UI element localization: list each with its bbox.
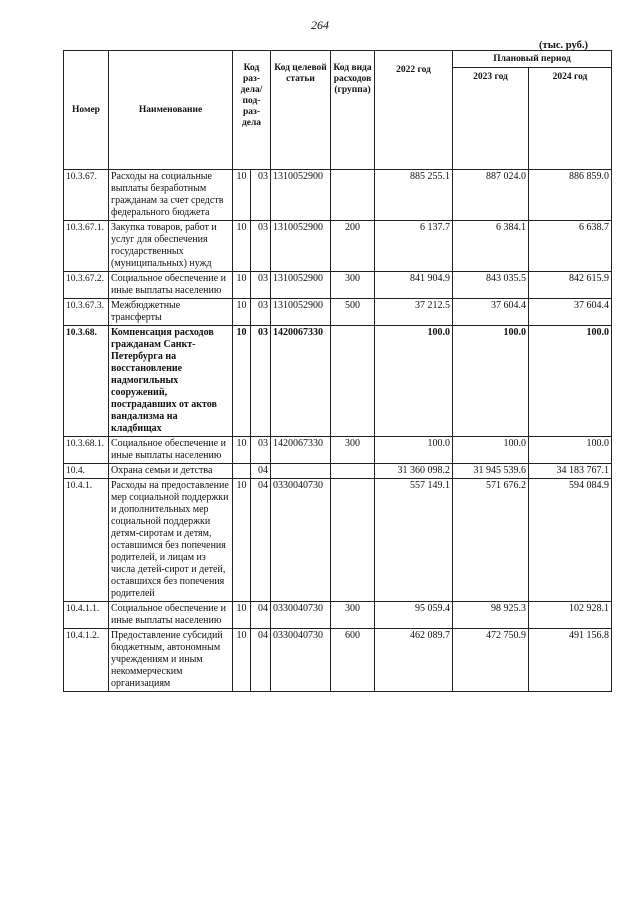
row-vid: 300 bbox=[331, 602, 375, 629]
row-2024: 594 084.9 bbox=[529, 479, 612, 602]
row-2022: 557 149.1 bbox=[375, 479, 453, 602]
row-razdel bbox=[233, 464, 251, 479]
row-podrazdel: 03 bbox=[251, 221, 271, 272]
row-target: 0330040730 bbox=[271, 602, 331, 629]
row-podrazdel: 03 bbox=[251, 299, 271, 326]
row-number: 10.3.67.1. bbox=[64, 221, 109, 272]
row-2022: 885 255.1 bbox=[375, 170, 453, 221]
row-2024: 37 604.4 bbox=[529, 299, 612, 326]
row-target: 1310052900 bbox=[271, 299, 331, 326]
header-vid: Код вида расходов (группа) bbox=[331, 51, 375, 170]
row-podrazdel: 03 bbox=[251, 170, 271, 221]
header-2024: 2024 год bbox=[529, 68, 612, 170]
row-2024: 102 928.1 bbox=[529, 602, 612, 629]
header-2023: 2023 год bbox=[453, 68, 529, 170]
table-row bbox=[64, 326, 612, 437]
row-razdel: 10 bbox=[233, 299, 251, 326]
page-number: 264 bbox=[311, 18, 329, 32]
row-number: 10.4.1.1. bbox=[64, 602, 109, 629]
row-podrazdel: 03 bbox=[251, 272, 271, 299]
row-name: Межбюджетные трансферты bbox=[109, 299, 233, 326]
row-2023: 98 925.3 bbox=[453, 602, 529, 629]
unit-label: (тыс. руб.) bbox=[539, 40, 588, 51]
row-2023: 571 676.2 bbox=[453, 479, 529, 602]
row-2023: 887 024.0 bbox=[453, 170, 529, 221]
row-2022: 100.0 bbox=[375, 326, 453, 437]
row-podrazdel: 04 bbox=[251, 479, 271, 602]
row-2023: 100.0 bbox=[453, 326, 529, 437]
row-2023: 37 604.4 bbox=[453, 299, 529, 326]
table-row bbox=[64, 464, 612, 479]
row-2022: 100.0 bbox=[375, 437, 453, 464]
row-name: Охрана семьи и детства bbox=[109, 464, 233, 479]
row-name: Компенсация расходов гражданам Санкт-Петербурга на восстановление надмогильных сооружений, пострадавших от актов вандализма на кладбищах bbox=[109, 326, 233, 437]
row-name: Расходы на социальные выплаты безработным гражданам за счет средств федерального бюджета bbox=[109, 170, 233, 221]
table-row bbox=[64, 272, 612, 299]
table-row bbox=[64, 221, 612, 272]
row-vid bbox=[331, 326, 375, 437]
row-2024: 100.0 bbox=[529, 326, 612, 437]
row-razdel: 10 bbox=[233, 629, 251, 692]
row-razdel: 10 bbox=[233, 272, 251, 299]
row-podrazdel: 03 bbox=[251, 326, 271, 437]
row-podrazdel: 04 bbox=[251, 464, 271, 479]
row-2024: 491 156.8 bbox=[529, 629, 612, 692]
row-razdel: 10 bbox=[233, 221, 251, 272]
row-razdel: 10 bbox=[233, 479, 251, 602]
row-number: 10.3.67.2. bbox=[64, 272, 109, 299]
row-vid bbox=[331, 464, 375, 479]
row-2023: 472 750.9 bbox=[453, 629, 529, 692]
row-2022: 841 904.9 bbox=[375, 272, 453, 299]
row-number: 10.3.68.1. bbox=[64, 437, 109, 464]
row-2024: 842 615.9 bbox=[529, 272, 612, 299]
header-planned: Плановый период bbox=[453, 51, 612, 68]
row-podrazdel: 04 bbox=[251, 602, 271, 629]
row-2022: 95 059.4 bbox=[375, 602, 453, 629]
row-target bbox=[271, 464, 331, 479]
row-2022: 31 360 098.2 bbox=[375, 464, 453, 479]
row-vid bbox=[331, 170, 375, 221]
row-target: 1310052900 bbox=[271, 272, 331, 299]
row-2023: 843 035.5 bbox=[453, 272, 529, 299]
table-row bbox=[64, 629, 612, 692]
header-number: Номер bbox=[64, 51, 109, 170]
row-target: 1420067330 bbox=[271, 437, 331, 464]
row-target: 0330040730 bbox=[271, 629, 331, 692]
row-razdel: 10 bbox=[233, 437, 251, 464]
header-target: Код целевой статьи bbox=[271, 51, 331, 170]
header-2022: 2022 год bbox=[375, 51, 453, 170]
header-name: Наименование bbox=[109, 51, 233, 170]
row-2023: 31 945 539.6 bbox=[453, 464, 529, 479]
row-razdel: 10 bbox=[233, 170, 251, 221]
row-2022: 37 212.5 bbox=[375, 299, 453, 326]
row-number: 10.4.1.2. bbox=[64, 629, 109, 692]
row-name: Закупка товаров, работ и услуг для обеспечения государственных (муниципальных) нужд bbox=[109, 221, 233, 272]
row-2024: 6 638.7 bbox=[529, 221, 612, 272]
row-razdel: 10 bbox=[233, 602, 251, 629]
row-name: Предоставление субсидий бюджетным, автономным учреждениям и иным некоммерческим организациям bbox=[109, 629, 233, 692]
row-2022: 6 137.7 bbox=[375, 221, 453, 272]
row-target: 1420067330 bbox=[271, 326, 331, 437]
row-vid: 300 bbox=[331, 437, 375, 464]
table-row bbox=[64, 437, 612, 464]
table-row bbox=[64, 170, 612, 221]
row-vid bbox=[331, 479, 375, 602]
row-name: Социальное обеспечение и иные выплаты населению bbox=[109, 437, 233, 464]
table-row bbox=[64, 299, 612, 326]
row-vid: 600 bbox=[331, 629, 375, 692]
row-2024: 34 183 767.1 bbox=[529, 464, 612, 479]
header-razdel: Код раз- дела/ под- раз- дела bbox=[233, 51, 271, 170]
row-2023: 6 384.1 bbox=[453, 221, 529, 272]
row-razdel: 10 bbox=[233, 326, 251, 437]
row-name: Социальное обеспечение и иные выплаты населению bbox=[109, 602, 233, 629]
row-vid: 500 bbox=[331, 299, 375, 326]
table-row bbox=[64, 479, 612, 602]
row-name: Расходы на предоставление мер социальной поддержки и дополнительных мер социальной поддержки детям-сиротам и детям, оставшимся без попечения родителей, и лицам из числа детей-сирот и детей, оставшихся без попечения родителей bbox=[109, 479, 233, 602]
row-podrazdel: 04 bbox=[251, 629, 271, 692]
row-target: 1310052900 bbox=[271, 221, 331, 272]
row-vid: 300 bbox=[331, 272, 375, 299]
budget-table bbox=[63, 50, 612, 692]
row-number: 10.3.67. bbox=[64, 170, 109, 221]
row-2022: 462 089.7 bbox=[375, 629, 453, 692]
row-name: Социальное обеспечение и иные выплаты населению bbox=[109, 272, 233, 299]
table-row bbox=[64, 602, 612, 629]
row-number: 10.4. bbox=[64, 464, 109, 479]
row-number: 10.3.68. bbox=[64, 326, 109, 437]
row-vid: 200 bbox=[331, 221, 375, 272]
row-2024: 886 859.0 bbox=[529, 170, 612, 221]
row-number: 10.3.67.3. bbox=[64, 299, 109, 326]
row-target: 0330040730 bbox=[271, 479, 331, 602]
row-podrazdel: 03 bbox=[251, 437, 271, 464]
row-2024: 100.0 bbox=[529, 437, 612, 464]
row-number: 10.4.1. bbox=[64, 479, 109, 602]
row-target: 1310052900 bbox=[271, 170, 331, 221]
row-2023: 100.0 bbox=[453, 437, 529, 464]
